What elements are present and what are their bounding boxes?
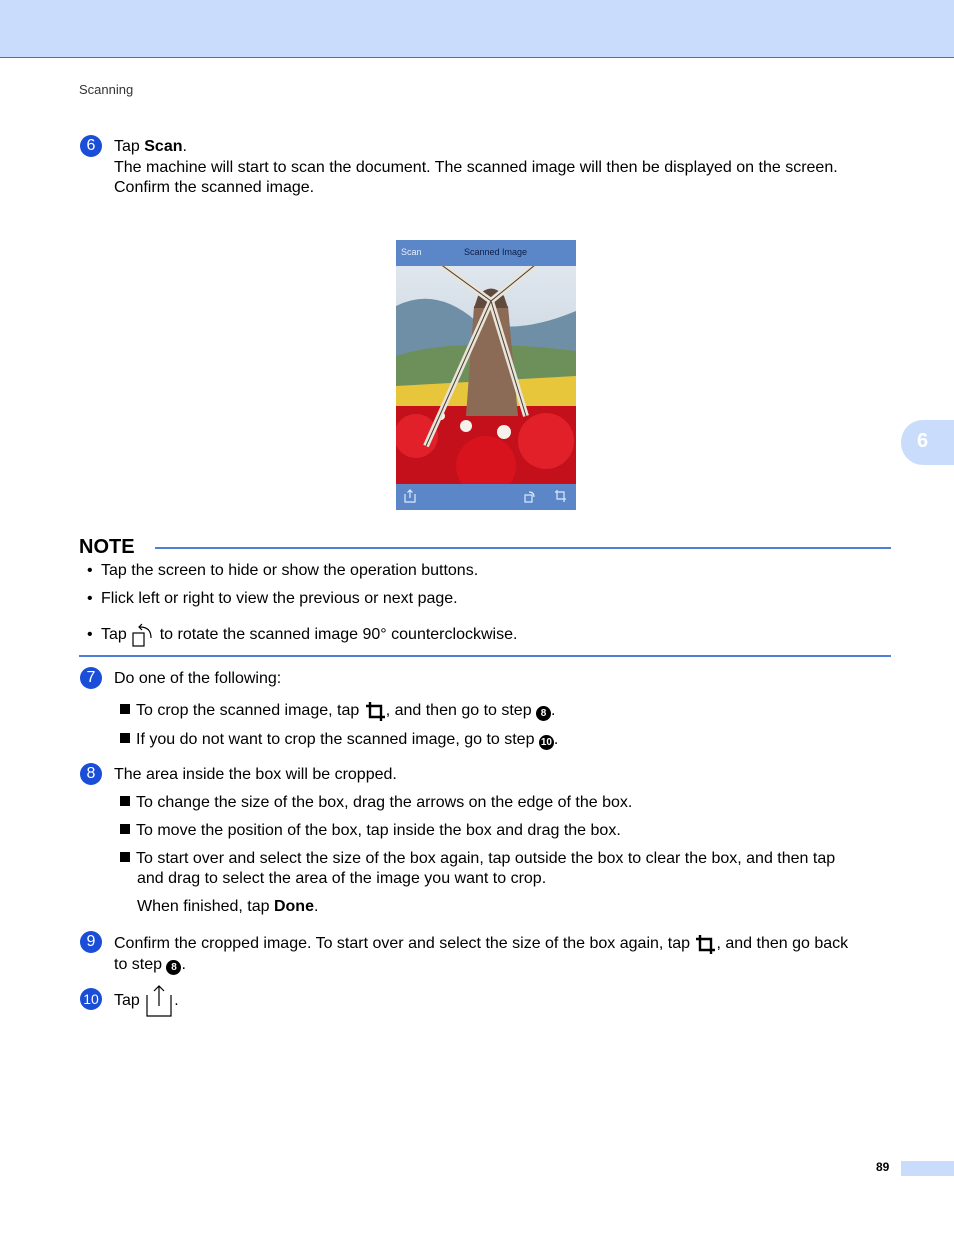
note-item-1 xyxy=(87,562,478,580)
square-bullet xyxy=(120,733,130,743)
step-7-badge: 7 xyxy=(80,667,102,689)
step-8-item-2 xyxy=(120,821,621,842)
step-9-text xyxy=(114,933,904,976)
step-8-finish-pre: When finished, tap xyxy=(137,898,274,915)
step-10-badge: 10 xyxy=(80,988,102,1010)
windmill-photo xyxy=(396,266,576,484)
step-7-option-1 xyxy=(120,700,556,722)
step-8-item-1-text: To change the size of the box, drag the arrows on the edge of the box. xyxy=(136,794,633,811)
step-8-item-1 xyxy=(120,793,632,814)
step-ref-8: 8 xyxy=(166,960,181,975)
period: . xyxy=(313,898,319,915)
step-6-badge: 6 xyxy=(80,135,102,157)
step-7-opt1-pre: To crop the scanned image, tap xyxy=(136,702,364,720)
square-bullet xyxy=(120,824,130,834)
header-band xyxy=(0,0,954,58)
step-8-badge: 8 xyxy=(80,763,102,785)
step-ref-8: 8 xyxy=(536,706,551,721)
note-title: NOTE xyxy=(79,536,135,558)
crop-icon xyxy=(694,933,716,955)
note-item-1-text: Tap the screen to hide or show the operation buttons. xyxy=(101,562,479,579)
step-7-option-2 xyxy=(120,730,558,751)
square-bullet xyxy=(120,852,130,862)
step-6-line3: Confirm the scanned image. xyxy=(114,179,315,196)
done-button-label: Done xyxy=(273,898,314,915)
bullet: • xyxy=(87,626,93,644)
step-9-line2-pre: to step xyxy=(114,956,167,973)
note-item-2 xyxy=(87,590,458,608)
period: . xyxy=(181,956,186,973)
bullet: • xyxy=(87,590,93,607)
rotate-icon xyxy=(524,489,536,503)
note-item-3-post: to rotate the scanned image 90° counterclockwise. xyxy=(159,626,518,644)
section-header: Scanning xyxy=(79,82,134,97)
step-8-intro: The area inside the box will be cropped. xyxy=(114,766,397,783)
chapter-number: 6 xyxy=(917,430,929,452)
chapter-tab xyxy=(901,420,954,465)
scan-back-link: Scan xyxy=(401,247,422,257)
note-item-2-text: Flick left or right to view the previous or next page. xyxy=(101,590,458,607)
step-6-text xyxy=(114,137,904,199)
step-6-tap: Tap xyxy=(114,138,145,155)
step-6-period: . xyxy=(182,138,187,155)
screenshot-nav-bar xyxy=(396,240,576,266)
scanned-image-screenshot xyxy=(396,240,576,510)
step-8-item-2-text: To move the position of the box, tap inside the box and drag the box. xyxy=(136,822,621,839)
crop-icon xyxy=(554,489,566,503)
bullet: • xyxy=(87,562,93,579)
step-6-line2: The machine will start to scan the document. The scanned image will then be displayed on the screen. xyxy=(114,158,838,176)
page-number: 89 xyxy=(876,1160,890,1174)
note-item-3 xyxy=(87,622,517,648)
step-ref-10: 10 xyxy=(540,737,552,748)
screenshot-toolbar xyxy=(396,484,576,510)
period: . xyxy=(551,702,556,720)
step-8-item-3 xyxy=(120,849,900,870)
screenshot-title: Scanned Image xyxy=(464,247,528,257)
share-icon xyxy=(144,984,174,1018)
note-rule xyxy=(155,547,891,549)
crop-icon xyxy=(364,700,386,722)
step-7-opt2-pre: If you do not want to crop the scanned image, go to step xyxy=(136,731,539,748)
step-9-post: , and then go back xyxy=(716,935,849,953)
period: . xyxy=(553,731,559,748)
step-8-finish xyxy=(137,897,318,918)
step-10-text xyxy=(114,984,179,1018)
footer-band xyxy=(901,1161,954,1176)
step-10-pre: Tap xyxy=(114,992,145,1010)
square-bullet xyxy=(120,704,130,714)
note-end-rule xyxy=(79,655,891,657)
step-8-item-3-line1: To start over and select the size of the box again, tap outside the box to clear the box, and then tap xyxy=(136,850,836,867)
note-item-3-pre: Tap xyxy=(101,626,132,644)
scan-button-label: Scan xyxy=(144,138,183,155)
share-icon xyxy=(404,489,416,503)
rotate-icon xyxy=(131,622,155,648)
step-8-item-3-line2: and drag to select the area of the image you want to crop. xyxy=(137,870,547,887)
step-9-badge: 9 xyxy=(80,931,102,953)
square-bullet xyxy=(120,796,130,806)
step-7-opt1-mid: , and then go to step xyxy=(385,702,537,720)
period: . xyxy=(174,992,179,1010)
step-7-intro: Do one of the following: xyxy=(114,670,282,687)
step-9-pre: Confirm the cropped image. To start over and select the size of the box again, tap xyxy=(114,935,695,953)
